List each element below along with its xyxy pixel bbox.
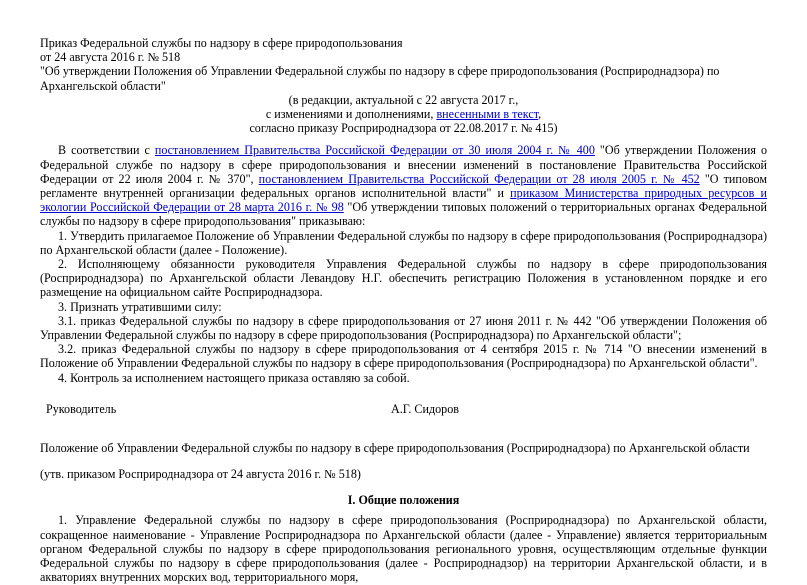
order-item-3: 3. Признать утратившими силу: — [58, 299, 222, 314]
order-date-number: от 24 августа 2016 г. № 518 — [40, 50, 181, 65]
preamble-text-2: "Об утверждении Положения о Федеральной службе по надзору в сфере природопользования и внесении изменений в постановление Правительства Российской Федерации от 22 июля 2004 г. № 370", — [40, 143, 767, 186]
section-heading: I. Общие положения — [347, 493, 460, 508]
edition-note — [40, 93, 767, 136]
edition-line-2-text: с изменениями и дополнениями, — [265, 107, 437, 122]
order-title: Приказ Федеральной службы по надзору в сфере природопользования — [40, 36, 403, 50]
edition-line-3: согласно приказу Росприроднадзора от 22.08.2017 г. № 415) — [249, 121, 558, 136]
order-item-4: 4. Контроль за исполнением настоящего приказа оставляю за собой. — [58, 370, 410, 385]
edition-line-1: (в редакции, актуальной с 22 августа 2017 г., — [288, 92, 519, 107]
preamble-text-3: "О типовом регламенте внутренней организации федеральных органов исполнительной власти" и — [40, 171, 767, 201]
order-header — [40, 36, 767, 93]
section-1-paragraph-1: 1. Управление Федеральной службы по надзору в сфере природопользования (Росприроднадзора) по Архангельской области, сокращенное наименование - Управление Росприроднадзора по Архангельской области (далее - Управление) является территориальным органом Федеральной службы по надзору в сфере природопользования регионального уровня, осуществляющим отдельные функции Федеральной службы по надзору в сфере природопользования (далее - Росприроднадзор) на территории Архангельской области, и в акваториях внутренних морских вод, территориального моря, — [40, 513, 767, 585]
order-98-link[interactable]: приказом Министерства природных ресурсов и экологии Российской Федерации от 28 марта 2016 г. № 98 — [40, 186, 767, 215]
preamble-text-4: "Об утверждении типовых положений о территориальных органах Федеральной службы по надзору в сфере природопользования" приказываю: — [40, 200, 767, 229]
amendments-link[interactable]: внесенными в текст — [436, 107, 539, 122]
order-item-3-2: 3.2. приказ Федеральной службы по надзору в сфере природопользования от 4 сентября 2015 г. № 714 "О внесении изменений в Положение об Управлении Федеральной службы по надзору в сфере природопользования (Росприроднадзора) по Архангельской области". — [40, 342, 767, 371]
preamble-text-1: В соответствии с — [58, 143, 155, 158]
order-item-1: 1. Утвердить прилагаемое Положение об Управлении Федеральной службы по надзору в сфере природопользования (Росприроднадзора) по Архангельской области (далее - Положение). — [40, 228, 767, 257]
edition-line-2 — [40, 107, 767, 121]
preamble-paragraph — [40, 143, 767, 228]
approval-note: (утв. приказом Росприроднадзора от 24 августа 2016 г. № 518) — [40, 467, 361, 482]
order-subject: "Об утверждении Положения об Управлении Федеральной службы по надзору в сфере природопользования (Росприроднадзора) по Архангельской области" — [40, 64, 720, 93]
edition-line-2-comma: , — [538, 107, 542, 122]
signature-block — [40, 402, 767, 417]
decree-400-link[interactable]: постановлением Правительства Российской Федерации от 30 июля 2004 г. № 400 — [154, 143, 595, 158]
signature-role: Руководитель — [46, 401, 117, 416]
signature-name: А.Г. Сидоров — [391, 401, 459, 416]
order-item-2: 2. Исполняющему обязанности руководителя Управления Федеральной службы по надзору в сфере природопользования (Росприроднадзора) по Архангельской области Левандову Н.Г. обеспечить регистрацию Положения в установленном порядке и его размещение на официальном сайте Росприроднадзора. — [40, 257, 767, 300]
regulation-title: Положение об Управлении Федеральной службы по надзору в сфере природопользования (Росприроднадзора) по Архангельской области — [40, 440, 750, 455]
decree-452-link[interactable]: постановлением Правительства Российской Федерации от 28 июля 2005 г. № 452 — [258, 171, 700, 186]
order-item-3-1: 3.1. приказ Федеральной службы по надзору в сфере природопользования от 27 июня 2011 г. № 442 "Об утверждении Положения об Управлении Федеральной службы по надзору в сфере природопользования (Росприроднадзора) по Архангельской области"; — [40, 313, 767, 343]
